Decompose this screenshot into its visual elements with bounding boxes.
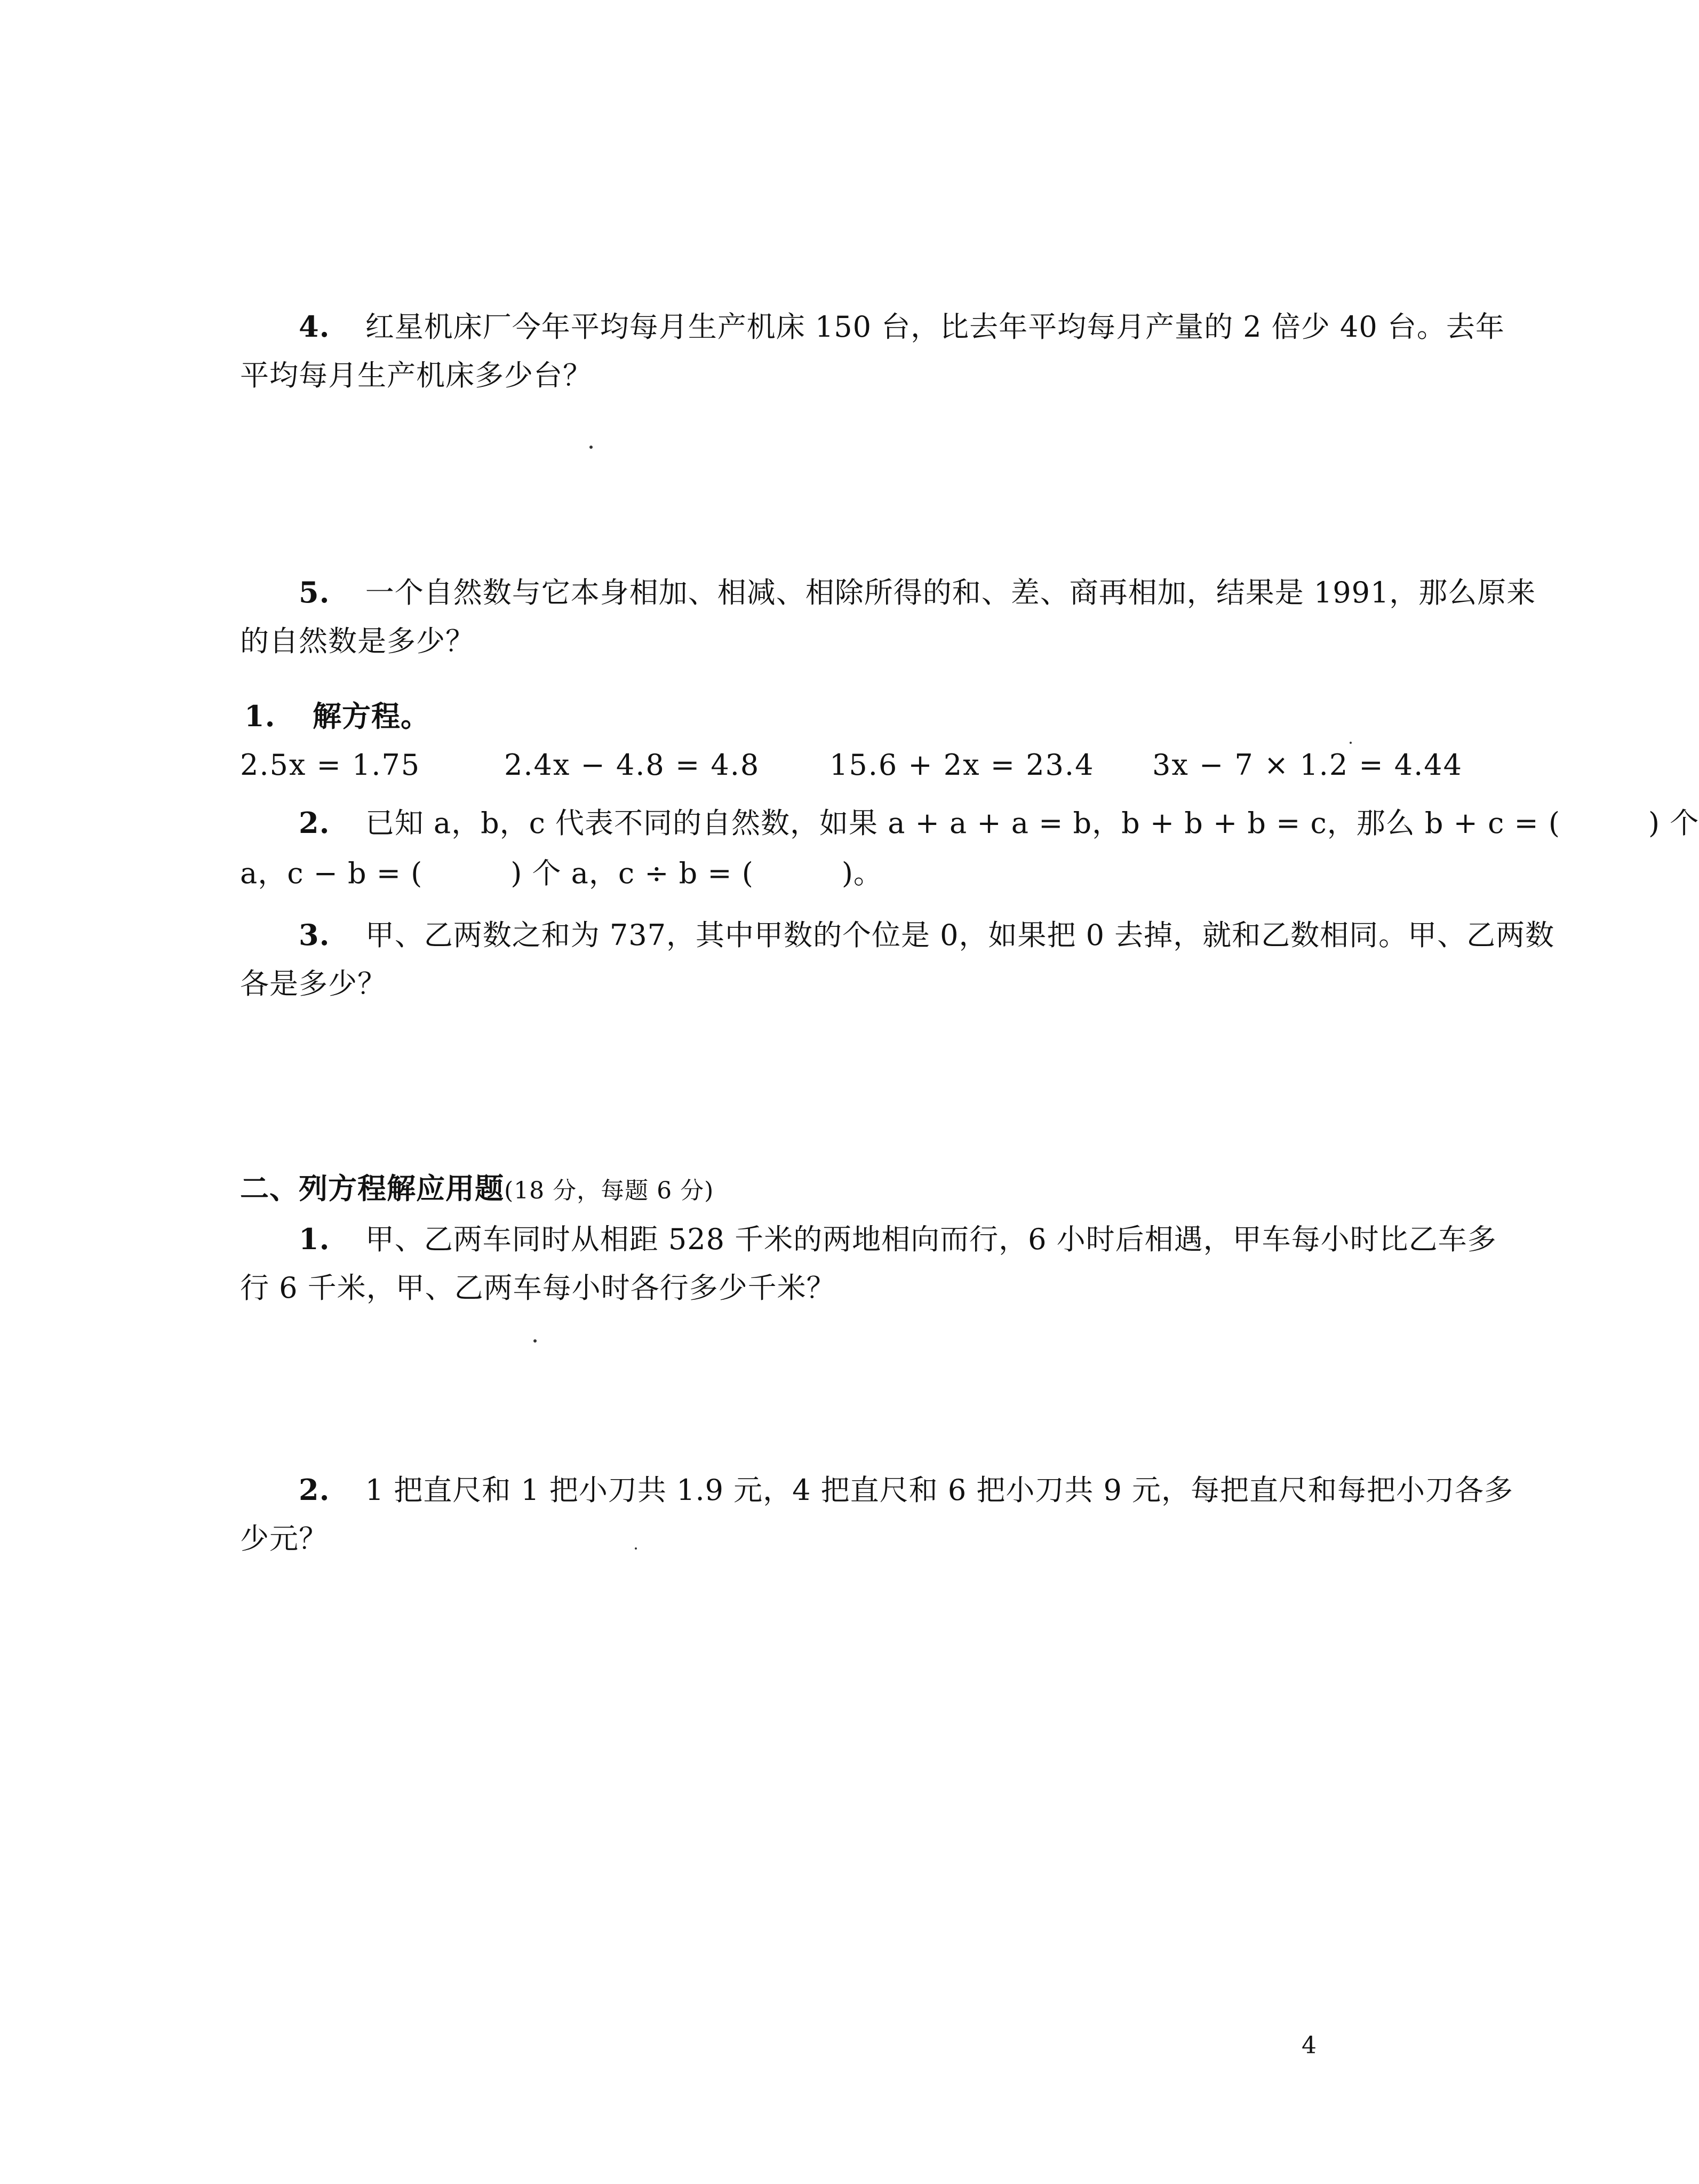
problem-text: 的自然数是多少？ (240, 624, 475, 658)
problem-number: 1. (244, 699, 276, 733)
scan-speck (589, 446, 593, 449)
section-score-note: (18 分，每题 6 分) (504, 1177, 714, 1204)
problem-text: 平均每月生产机床多少台？ (240, 359, 592, 392)
problem-2-line-2 (240, 856, 883, 891)
problem-4-line-2 (240, 359, 592, 393)
scan-speck (635, 1547, 637, 1550)
problem-4-line-1 (299, 309, 1505, 344)
problem-5-line-2 (240, 624, 475, 658)
problem-number: 4. (299, 309, 330, 344)
page-number: 4 (1302, 2032, 1317, 2059)
problem-number: 2. (299, 806, 330, 840)
problem-text: 甲、乙两数之和为 737，其中甲数的个位是 0，如果把 0 去掉，就和乙数相同。甲、乙两数 (365, 918, 1555, 952)
section-2-problem-2-line-1 (299, 1473, 1513, 1507)
problem-text: 一个自然数与它本身相加、相减、相除所得的和、差、商再相加，结果是 1991，那么原来 (365, 576, 1536, 609)
problem-number: 3. (299, 918, 330, 952)
problem-text: 已知 a，b，c 代表不同的自然数，如果 a + a + a = b，b + b + b = c，那么 b + c = ( ) 个 (365, 806, 1699, 840)
section-title: 解方程。 (313, 699, 430, 733)
equation-3: 15.6 + 2x = 23.4 (829, 748, 1095, 782)
problem-text: 各是多少？ (240, 967, 387, 1000)
problem-3-line-1 (299, 918, 1554, 952)
problem-text: 1 把直尺和 1 把小刀共 1.9 元，4 把直尺和 6 把小刀共 9 元，每把直尺和每把小刀各多 (365, 1473, 1514, 1507)
problem-2-line-1 (299, 806, 1699, 840)
scan-speck (1350, 742, 1352, 744)
problem-number: 5. (299, 575, 330, 609)
section-heading-text: 二、列方程解应用题 (240, 1171, 504, 1205)
problem-3-line-2 (240, 967, 387, 1001)
equation-2: 2.4x − 4.8 = 4.8 (504, 748, 760, 782)
problem-text: 少元？ (240, 1522, 328, 1555)
problem-text: 甲、乙两车同时从相距 528 千米的两地相向而行，6 小时后相遇，甲车每小时比乙车多 (365, 1222, 1497, 1256)
equation-4: 3x − 7 × 1.2 = 4.44 (1152, 748, 1463, 782)
section-2-problem-2-line-2 (240, 1522, 328, 1556)
scan-speck (533, 1339, 537, 1343)
problem-number: 2. (299, 1473, 330, 1507)
section-2-problem-1-line-1 (299, 1222, 1497, 1257)
problem-number: 1. (299, 1222, 330, 1256)
equation-1: 2.5x = 1.75 (240, 748, 421, 782)
section-2-problem-1-line-2 (240, 1271, 836, 1305)
problem-text: 行 6 千米，甲、乙两车每小时各行多少千米？ (240, 1271, 836, 1305)
solve-equations-title (244, 699, 430, 733)
problem-5-line-1 (299, 575, 1536, 610)
problem-text: 红星机床厂今年平均每月生产机床 150 台，比去年平均每月产量的 2 倍少 40 台。去年 (365, 310, 1505, 344)
problem-text: a，c − b = ( ) 个 a，c ÷ b = ( )。 (240, 856, 883, 890)
section-2-heading (240, 1171, 714, 1208)
